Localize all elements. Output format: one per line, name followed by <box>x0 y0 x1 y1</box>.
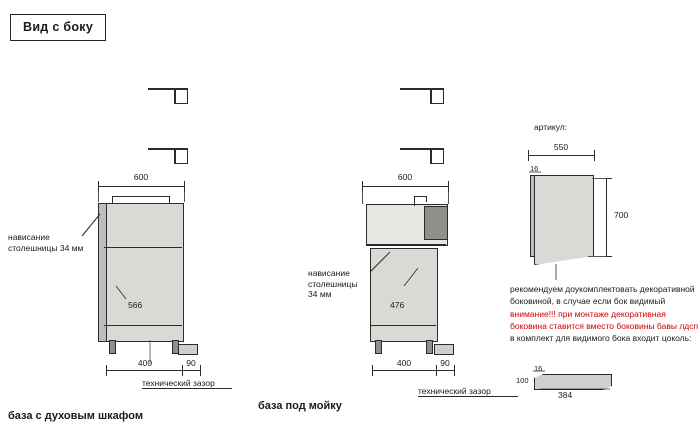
left-ext-line-a <box>98 192 99 202</box>
left-cabinet-oven-divider <box>104 247 182 248</box>
mid-inner-height-label: 476 <box>390 300 405 310</box>
socle-length-label: 384 <box>558 390 573 400</box>
panel-thickness-label: 16 <box>530 164 539 173</box>
mid-overhang-label-line3: 34 мм <box>308 289 332 300</box>
left-overhang-label-line2: столешницы 34 мм <box>8 242 84 253</box>
left-width-dim-label: 600 <box>133 172 149 182</box>
left-depth-tick-start <box>106 365 107 376</box>
note-line-5: в комплект для видимого бока входит цоколь: <box>510 333 692 344</box>
mid-socle-block <box>434 344 454 355</box>
note-line-4-warning: боковина ставится вместо боковины бавы лдсп <box>510 320 699 331</box>
left-overhang-label-line1: нависание <box>8 232 50 242</box>
mid-overhang-label-line1: нависание <box>308 268 350 278</box>
panel-width-tick-start <box>528 150 529 161</box>
socle-height-label: 100 <box>516 376 529 385</box>
mid-ext-line-a <box>362 192 363 204</box>
left-gap-dim-label: 90 <box>186 358 196 368</box>
note-line-3-warning: внимание!!! при монтаже декоративная <box>510 308 666 319</box>
left-width-dim-line <box>98 186 184 187</box>
left-depth-dim-label: 400 <box>137 358 153 368</box>
left-gap-label: технический зазор <box>142 378 215 388</box>
left-cabinet-leg-front <box>109 340 116 354</box>
note-line-2: боковиной, в случае если бок видимый <box>510 296 666 307</box>
decor-side-panel <box>534 175 594 265</box>
mid-cabinet-body <box>370 248 438 342</box>
mid-faucet-stem <box>414 196 415 206</box>
left-cabinet-side-panel <box>98 203 107 342</box>
left-view-caption: база с духовым шкафом <box>8 410 143 422</box>
left-cabinet-body <box>104 203 184 342</box>
countertop-profile-left-lower <box>148 148 188 164</box>
mid-depth-dim-label: 400 <box>396 358 412 368</box>
left-inner-height-label: 566 <box>128 300 143 310</box>
left-width-dim-tick-start <box>98 181 99 192</box>
panel-height-dim-line <box>606 178 607 256</box>
left-ext-line-b <box>184 192 185 202</box>
mid-overhang-label <box>308 268 370 300</box>
page-title: Вид с боку <box>10 14 106 41</box>
panel-width-tick-end <box>594 150 595 161</box>
left-socle-block <box>178 344 198 355</box>
mid-depth-dim-line <box>372 370 436 371</box>
socle-thickness-label: 16 <box>534 364 543 373</box>
mid-depth-tick-start <box>372 365 373 376</box>
countertop-profile-mid-upper <box>400 88 444 104</box>
mid-worktop-line <box>366 244 446 245</box>
note-line-1: рекомендуем доукомплектовать декоративной <box>510 284 695 294</box>
socle-panel <box>534 374 612 390</box>
mid-faucet-arm <box>414 196 426 197</box>
panel-width-label: 550 <box>553 142 569 152</box>
panel-height-ext-bottom <box>588 256 606 257</box>
mid-overhang-label-line2: столешницы <box>308 278 358 289</box>
mid-ext-line-b <box>448 192 449 204</box>
mid-cabinet-leg-front <box>375 340 382 354</box>
countertop-profile-left-upper <box>148 88 188 104</box>
mid-view-caption: база под мойку <box>258 400 342 412</box>
mid-gap-dim-line <box>436 370 454 371</box>
left-gap-dim-line <box>182 370 200 371</box>
article-label: артикул: <box>534 122 568 132</box>
mid-sink-back-block <box>424 206 448 240</box>
mid-width-dim-tick-start <box>362 181 363 192</box>
left-depth-dim-line <box>106 370 182 371</box>
mid-width-dim-line <box>362 186 448 187</box>
countertop-profile-mid-lower <box>400 148 444 164</box>
mid-gap-dim-label: 90 <box>440 358 450 368</box>
panel-height-label: 700 <box>614 210 629 220</box>
recommendation-note <box>510 283 700 345</box>
mid-width-dim-label: 600 <box>397 172 413 182</box>
mid-gap-label: технический зазор <box>418 386 491 396</box>
left-width-dim-tick-end <box>184 181 185 192</box>
left-cabinet-bottom-divider <box>104 325 182 326</box>
mid-cabinet-leg-back <box>426 340 433 354</box>
panel-width-dim-line <box>528 155 594 156</box>
panel-height-ext-top <box>592 178 606 179</box>
mid-cabinet-bottom-divider <box>370 325 436 326</box>
mid-width-dim-tick-end <box>448 181 449 192</box>
left-overhang-label <box>8 232 100 253</box>
mid-faucet-spout <box>426 196 427 202</box>
